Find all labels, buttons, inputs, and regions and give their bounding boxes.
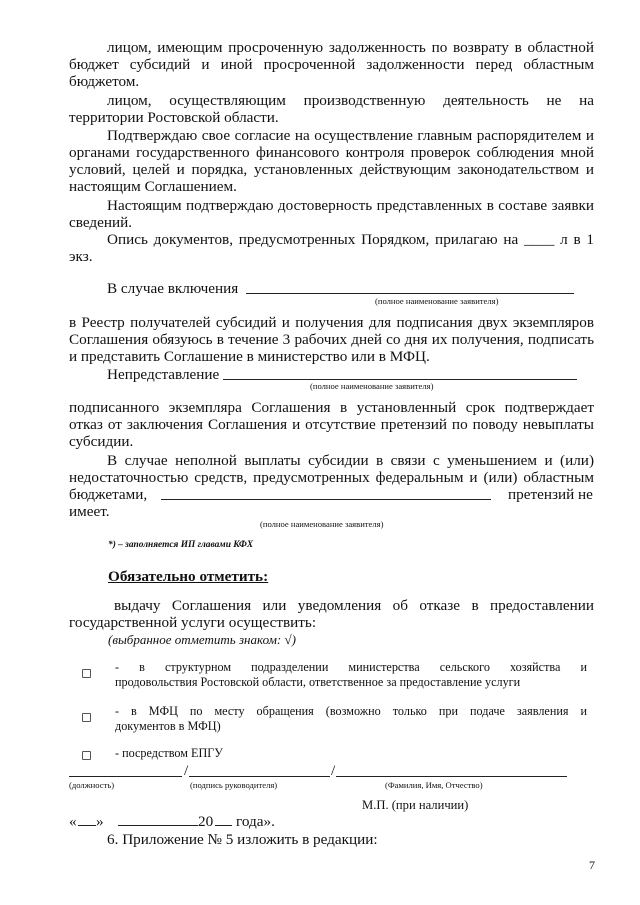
text-line: и представить Соглашение в министерство или в МФЦ. (69, 348, 430, 365)
date-day-field[interactable] (78, 825, 96, 826)
text-line: Непредставление (107, 366, 220, 383)
separator-slash: / (184, 762, 189, 779)
date-quote-close: » (96, 813, 104, 830)
applicant-name-field[interactable] (223, 379, 577, 380)
date-tail: года». (236, 813, 275, 830)
text-line: претензий не (508, 486, 593, 503)
applicant-name-field[interactable] (246, 293, 574, 294)
text-line: государственной услуги осуществить: (69, 614, 317, 631)
date-year-prefix: 20 (198, 813, 214, 830)
full-name-field[interactable] (336, 776, 567, 777)
date-quote-open: « (69, 813, 77, 830)
text-line: условий, целей и порядка, установленных действующим законодательством и (69, 161, 594, 178)
text-line: 6. Приложение № 5 изложить в редакции: (107, 831, 378, 848)
option-checkbox[interactable] (82, 713, 91, 722)
text-line: лицом, осуществляющим производственную деятельность не на (107, 92, 594, 109)
text-line: бюджетами, (69, 486, 148, 503)
text-line: Подтверждаю свое согласие на осуществление главным распорядителем и (107, 127, 594, 144)
option-label: - в структурном подразделении министерства сельского хозяйства и (115, 660, 587, 674)
text-line: В случае неполной выплаты субсидии в связи с уменьшением и (или) (107, 452, 594, 469)
option-checkbox[interactable] (82, 751, 91, 760)
option-label: документов в МФЦ) (115, 719, 221, 733)
signature-field[interactable] (189, 776, 330, 777)
text-line: отказ от заключения Соглашения и отсутствие претензий по поводу невыплаты (69, 416, 594, 433)
position-field[interactable] (69, 776, 182, 777)
applicant-name-field[interactable] (161, 499, 491, 500)
page-number: 7 (589, 858, 595, 872)
text-line: бюджетом. (69, 73, 140, 90)
text-line: в Реестр получателей субсидий и получения для подписания двух экземпляров (69, 314, 594, 331)
date-month-field[interactable] (118, 825, 198, 826)
text-line: выдачу Соглашения или уведомления об отказе в предоставлении (114, 597, 594, 614)
field-caption: (полное наименование заявителя) (375, 296, 499, 306)
field-caption: (подпись руководителя) (190, 780, 278, 790)
field-caption: (должность) (69, 780, 115, 790)
option-label: - посредством ЕПГУ (115, 746, 223, 760)
text-line: Опись документов, предусмотренных Порядком, прилагаю на ____ л в 1 (107, 231, 594, 248)
text-line: субсидии. (69, 433, 134, 450)
text-line: подписанного экземпляра Соглашения в установленный срок подтверждает (69, 399, 594, 416)
field-caption: (полное наименование заявителя) (310, 381, 434, 391)
text-line: экз. (69, 248, 93, 265)
stamp-note: М.П. (при наличии) (362, 798, 469, 812)
field-caption: (Фамилия, Имя, Отчество) (385, 780, 483, 790)
date-year-field[interactable] (215, 825, 232, 826)
text-line: Настоящим подтверждаю достоверность представленных в составе заявки (107, 197, 594, 214)
text-line: бюджет субсидий и иной просроченной задолженности перед областным (69, 56, 594, 73)
text-line: сведений. (69, 214, 133, 231)
text-line: Соглашения обязуюсь в течение 3 рабочих дней со дня их получения, подписать (69, 331, 594, 348)
field-caption: (полное наименование заявителя) (260, 519, 384, 529)
option-label: продовольствия Ростовской области, ответственное за предоставление услуги (115, 675, 521, 689)
option-checkbox[interactable] (82, 669, 91, 678)
section-heading: Обязательно отметить: (108, 568, 269, 585)
text-line: настоящим Соглашением. (69, 178, 237, 195)
text-line: лицом, имеющим просроченную задолженность по возврату в областной (107, 39, 594, 56)
footnote: *) – заполняется ИП главами КФХ (108, 540, 254, 550)
separator-slash: / (331, 762, 336, 779)
text-line: В случае включения (107, 280, 239, 297)
option-label: - в МФЦ по месту обращения (возможно только при подаче заявления и (115, 704, 587, 718)
text-line: органами государственного финансового контроля проверок соблюдения мной (69, 144, 594, 161)
hint-text: (выбранное отметить знаком: √) (108, 632, 296, 647)
text-line: имеет. (69, 503, 110, 520)
text-line: недостаточностью средств, предусмотренных федеральным и (или) областным (69, 469, 594, 486)
text-line: территории Ростовской области. (69, 109, 279, 126)
